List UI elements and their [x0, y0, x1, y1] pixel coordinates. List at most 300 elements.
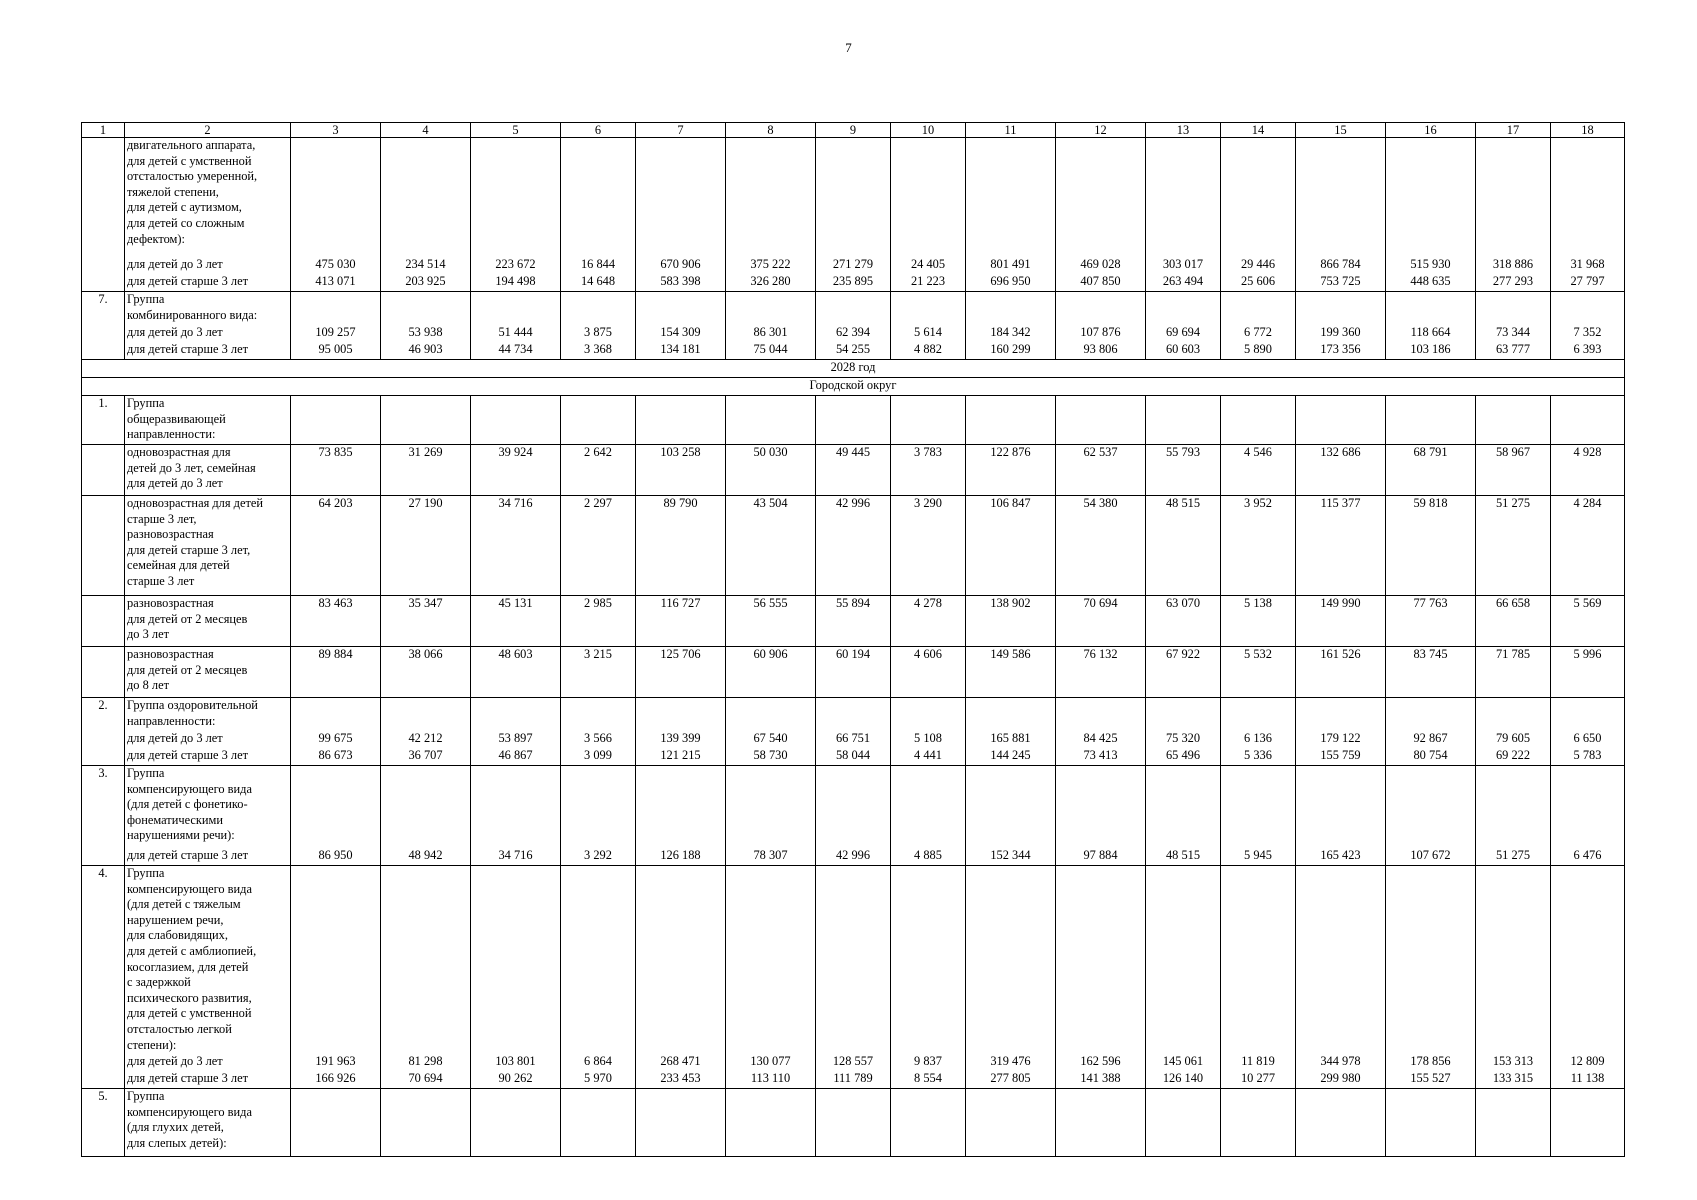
table-row — [82, 325, 1625, 342]
value-cell — [726, 766, 816, 849]
value-cell: 6 772 — [1221, 325, 1296, 342]
value-cell: 95 005 — [291, 342, 381, 360]
value-cell: 86 673 — [291, 748, 381, 766]
value-cell — [726, 1089, 816, 1157]
table-row — [82, 292, 1625, 326]
column-number: 3 — [291, 123, 381, 138]
value-cell: 64 203 — [291, 496, 381, 596]
value-cell: 43 504 — [726, 496, 816, 596]
value-cell — [561, 292, 636, 326]
value-cell: 11 819 — [1221, 1054, 1296, 1071]
value-cell: 27 797 — [1551, 274, 1625, 292]
value-cell — [1296, 138, 1386, 258]
group-name-cell: одновозрастная для детей старше 3 лет, разновозрастная для детей старше 3 лет, семейная для детей старше 3 лет — [125, 496, 291, 596]
value-cell: 79 605 — [1476, 731, 1551, 748]
value-cell: 14 648 — [561, 274, 636, 292]
value-cell: 319 476 — [966, 1054, 1056, 1071]
value-cell: 35 347 — [381, 596, 471, 647]
value-cell: 133 315 — [1476, 1071, 1551, 1089]
column-number: 18 — [1551, 123, 1625, 138]
row-number-cell — [82, 748, 125, 766]
value-cell: 21 223 — [891, 274, 966, 292]
value-cell: 3 875 — [561, 325, 636, 342]
section-header: 2028 год — [82, 360, 1625, 378]
value-cell — [636, 866, 726, 1055]
value-cell: 235 895 — [816, 274, 891, 292]
value-cell — [1221, 396, 1296, 445]
group-name-cell: Группа общеразвивающей направленности: — [125, 396, 291, 445]
value-cell: 191 963 — [291, 1054, 381, 1071]
row-number-cell — [82, 274, 125, 292]
value-cell: 5 945 — [1221, 848, 1296, 866]
value-cell — [816, 396, 891, 445]
value-cell — [636, 292, 726, 326]
group-name-cell: Группа оздоровительной направленности: — [125, 698, 291, 732]
table-row — [82, 396, 1625, 445]
value-cell — [471, 698, 561, 732]
value-cell: 132 686 — [1296, 445, 1386, 496]
value-cell: 469 028 — [1056, 257, 1146, 274]
table-row — [82, 748, 1625, 766]
value-cell: 11 138 — [1551, 1071, 1625, 1089]
value-cell: 6 136 — [1221, 731, 1296, 748]
value-cell — [1551, 766, 1625, 849]
value-cell: 12 809 — [1551, 1054, 1625, 1071]
value-cell: 6 864 — [561, 1054, 636, 1071]
value-cell — [1056, 1089, 1146, 1157]
column-number: 13 — [1146, 123, 1221, 138]
table-row — [82, 647, 1625, 698]
row-number-cell: 5. — [82, 1089, 125, 1157]
value-cell: 7 352 — [1551, 325, 1625, 342]
value-cell — [471, 766, 561, 849]
table-row — [82, 274, 1625, 292]
value-cell: 63 777 — [1476, 342, 1551, 360]
value-cell — [726, 698, 816, 732]
value-cell: 73 344 — [1476, 325, 1551, 342]
value-cell — [891, 866, 966, 1055]
value-cell: 5 783 — [1551, 748, 1625, 766]
value-cell — [471, 138, 561, 258]
section-header-row — [82, 378, 1625, 396]
value-cell: 48 942 — [381, 848, 471, 866]
value-cell: 4 546 — [1221, 445, 1296, 496]
value-cell: 134 181 — [636, 342, 726, 360]
table-row — [82, 698, 1625, 732]
column-number: 2 — [125, 123, 291, 138]
value-cell — [966, 1089, 1056, 1157]
value-cell: 66 658 — [1476, 596, 1551, 647]
group-name-cell: для детей старше 3 лет — [125, 748, 291, 766]
section-header-row — [82, 360, 1625, 378]
value-cell — [381, 698, 471, 732]
value-cell — [1551, 138, 1625, 258]
value-cell: 69 222 — [1476, 748, 1551, 766]
value-cell: 160 299 — [966, 342, 1056, 360]
value-cell — [381, 1089, 471, 1157]
table-row — [82, 257, 1625, 274]
value-cell — [1386, 138, 1476, 258]
value-cell: 5 108 — [891, 731, 966, 748]
value-cell: 670 906 — [636, 257, 726, 274]
table-row — [82, 866, 1625, 1055]
group-name-cell: для детей до 3 лет — [125, 325, 291, 342]
value-cell: 73 835 — [291, 445, 381, 496]
value-cell: 234 514 — [381, 257, 471, 274]
value-cell: 51 275 — [1476, 848, 1551, 866]
value-cell — [1146, 866, 1221, 1055]
value-cell — [471, 292, 561, 326]
value-cell — [636, 1089, 726, 1157]
value-cell: 55 894 — [816, 596, 891, 647]
value-cell: 162 596 — [1056, 1054, 1146, 1071]
value-cell: 38 066 — [381, 647, 471, 698]
value-cell: 263 494 — [1146, 274, 1221, 292]
value-cell: 199 360 — [1296, 325, 1386, 342]
value-cell — [1296, 698, 1386, 732]
value-cell — [1386, 766, 1476, 849]
value-cell: 84 425 — [1056, 731, 1146, 748]
value-cell: 67 540 — [726, 731, 816, 748]
value-cell — [816, 766, 891, 849]
value-cell: 53 897 — [471, 731, 561, 748]
value-cell: 44 734 — [471, 342, 561, 360]
value-cell: 54 255 — [816, 342, 891, 360]
table-row — [82, 766, 1625, 849]
value-cell: 149 586 — [966, 647, 1056, 698]
value-cell — [381, 866, 471, 1055]
row-number-cell: 1. — [82, 396, 125, 445]
value-cell — [471, 396, 561, 445]
value-cell: 4 885 — [891, 848, 966, 866]
value-cell: 753 725 — [1296, 274, 1386, 292]
row-number-cell — [82, 731, 125, 748]
value-cell: 78 307 — [726, 848, 816, 866]
value-cell: 153 313 — [1476, 1054, 1551, 1071]
table-row — [82, 445, 1625, 496]
table-row — [82, 731, 1625, 748]
value-cell — [1146, 138, 1221, 258]
value-cell: 106 847 — [966, 496, 1056, 596]
value-cell — [1386, 698, 1476, 732]
table-row — [82, 138, 1625, 258]
value-cell — [561, 396, 636, 445]
value-cell — [636, 396, 726, 445]
value-cell: 45 131 — [471, 596, 561, 647]
value-cell — [966, 396, 1056, 445]
value-cell: 55 793 — [1146, 445, 1221, 496]
value-cell: 42 996 — [816, 848, 891, 866]
value-cell: 66 751 — [816, 731, 891, 748]
value-cell: 4 606 — [891, 647, 966, 698]
value-cell: 109 257 — [291, 325, 381, 342]
value-cell — [561, 138, 636, 258]
column-number: 12 — [1056, 123, 1146, 138]
group-name-cell: для детей старше 3 лет — [125, 342, 291, 360]
value-cell — [471, 1089, 561, 1157]
value-cell: 48 515 — [1146, 496, 1221, 596]
value-cell: 16 844 — [561, 257, 636, 274]
table-row — [82, 1054, 1625, 1071]
value-cell: 5 890 — [1221, 342, 1296, 360]
value-cell: 130 077 — [726, 1054, 816, 1071]
value-cell: 81 298 — [381, 1054, 471, 1071]
value-cell: 58 044 — [816, 748, 891, 766]
value-cell: 116 727 — [636, 596, 726, 647]
value-cell — [816, 866, 891, 1055]
section-header: Городской округ — [82, 378, 1625, 396]
row-number-cell — [82, 1054, 125, 1071]
value-cell: 3 215 — [561, 647, 636, 698]
value-cell: 122 876 — [966, 445, 1056, 496]
page-number: 7 — [845, 40, 852, 55]
value-cell: 126 188 — [636, 848, 726, 866]
value-cell — [1056, 292, 1146, 326]
row-number-cell — [82, 496, 125, 596]
value-cell — [291, 396, 381, 445]
value-cell — [891, 292, 966, 326]
value-cell: 448 635 — [1386, 274, 1476, 292]
value-cell — [1296, 866, 1386, 1055]
column-number: 8 — [726, 123, 816, 138]
value-cell: 42 996 — [816, 496, 891, 596]
value-cell — [891, 138, 966, 258]
value-cell — [1386, 1089, 1476, 1157]
value-cell: 141 388 — [1056, 1071, 1146, 1089]
value-cell: 9 837 — [891, 1054, 966, 1071]
value-cell: 4 284 — [1551, 496, 1625, 596]
column-number: 9 — [816, 123, 891, 138]
value-cell — [291, 1089, 381, 1157]
group-name-cell: для детей старше 3 лет — [125, 848, 291, 866]
value-cell: 86 301 — [726, 325, 816, 342]
value-cell — [291, 292, 381, 326]
value-cell — [816, 698, 891, 732]
value-cell: 3 099 — [561, 748, 636, 766]
value-cell: 89 790 — [636, 496, 726, 596]
value-cell — [561, 698, 636, 732]
value-cell: 113 110 — [726, 1071, 816, 1089]
value-cell — [636, 698, 726, 732]
value-cell — [891, 698, 966, 732]
value-cell: 515 930 — [1386, 257, 1476, 274]
value-cell: 4 441 — [891, 748, 966, 766]
value-cell — [966, 866, 1056, 1055]
value-cell: 5 138 — [1221, 596, 1296, 647]
value-cell: 62 537 — [1056, 445, 1146, 496]
value-cell — [561, 766, 636, 849]
value-cell: 59 818 — [1386, 496, 1476, 596]
value-cell: 107 672 — [1386, 848, 1476, 866]
row-number-cell — [82, 325, 125, 342]
value-cell: 8 554 — [891, 1071, 966, 1089]
value-cell: 3 290 — [891, 496, 966, 596]
group-name-cell: двигательного аппарата, для детей с умственной отсталостью умеренной, тяжелой степени, для детей с аутизмом, для детей со сложным дефектом): — [125, 138, 291, 258]
row-number-cell — [82, 848, 125, 866]
value-cell — [1056, 698, 1146, 732]
value-cell: 118 664 — [1386, 325, 1476, 342]
value-cell: 49 445 — [816, 445, 891, 496]
table-row — [82, 496, 1625, 596]
value-cell — [1146, 766, 1221, 849]
value-cell — [1476, 766, 1551, 849]
value-cell — [1146, 698, 1221, 732]
value-cell: 115 377 — [1296, 496, 1386, 596]
value-cell — [1476, 138, 1551, 258]
value-cell — [1221, 1089, 1296, 1157]
value-cell: 48 515 — [1146, 848, 1221, 866]
value-cell: 29 446 — [1221, 257, 1296, 274]
value-cell: 223 672 — [471, 257, 561, 274]
value-cell — [966, 292, 1056, 326]
value-cell: 3 952 — [1221, 496, 1296, 596]
value-cell: 54 380 — [1056, 496, 1146, 596]
value-cell — [1296, 292, 1386, 326]
value-cell: 42 212 — [381, 731, 471, 748]
value-cell: 80 754 — [1386, 748, 1476, 766]
column-number: 10 — [891, 123, 966, 138]
value-cell — [1056, 766, 1146, 849]
value-cell: 152 344 — [966, 848, 1056, 866]
value-cell: 103 258 — [636, 445, 726, 496]
value-cell — [1551, 396, 1625, 445]
value-cell — [561, 866, 636, 1055]
value-cell: 89 884 — [291, 647, 381, 698]
group-name-cell: для детей до 3 лет — [125, 257, 291, 274]
group-name-cell: одновозрастная для детей до 3 лет, семейная для детей до 3 лет — [125, 445, 291, 496]
value-cell — [966, 138, 1056, 258]
value-cell: 65 496 — [1146, 748, 1221, 766]
value-cell: 4 928 — [1551, 445, 1625, 496]
value-cell: 3 566 — [561, 731, 636, 748]
column-number: 16 — [1386, 123, 1476, 138]
value-cell: 6 476 — [1551, 848, 1625, 866]
value-cell — [1146, 396, 1221, 445]
value-cell: 155 759 — [1296, 748, 1386, 766]
value-cell — [381, 138, 471, 258]
value-cell: 53 938 — [381, 325, 471, 342]
value-cell: 77 763 — [1386, 596, 1476, 647]
value-cell: 173 356 — [1296, 342, 1386, 360]
value-cell: 60 906 — [726, 647, 816, 698]
value-cell — [1476, 866, 1551, 1055]
value-cell: 51 275 — [1476, 496, 1551, 596]
column-number: 7 — [636, 123, 726, 138]
value-cell: 121 215 — [636, 748, 726, 766]
value-cell: 145 061 — [1146, 1054, 1221, 1071]
value-cell: 6 650 — [1551, 731, 1625, 748]
value-cell: 73 413 — [1056, 748, 1146, 766]
group-name-cell: разновозрастная для детей от 2 месяцев до 8 лет — [125, 647, 291, 698]
value-cell — [1551, 1089, 1625, 1157]
value-cell: 5 569 — [1551, 596, 1625, 647]
value-cell — [726, 396, 816, 445]
value-cell — [891, 396, 966, 445]
value-cell: 5 614 — [891, 325, 966, 342]
value-cell: 46 903 — [381, 342, 471, 360]
value-cell: 303 017 — [1146, 257, 1221, 274]
value-cell: 75 044 — [726, 342, 816, 360]
value-cell — [381, 292, 471, 326]
table-row — [82, 1071, 1625, 1089]
value-cell — [561, 1089, 636, 1157]
value-cell: 83 463 — [291, 596, 381, 647]
value-cell — [1296, 396, 1386, 445]
value-cell: 4 278 — [891, 596, 966, 647]
value-cell — [291, 766, 381, 849]
group-name-cell: для детей старше 3 лет — [125, 1071, 291, 1089]
value-cell: 48 603 — [471, 647, 561, 698]
row-number-cell — [82, 445, 125, 496]
value-cell: 39 924 — [471, 445, 561, 496]
value-cell: 161 526 — [1296, 647, 1386, 698]
value-cell: 10 277 — [1221, 1071, 1296, 1089]
value-cell — [1221, 766, 1296, 849]
value-cell: 866 784 — [1296, 257, 1386, 274]
value-cell: 111 789 — [816, 1071, 891, 1089]
value-cell: 62 394 — [816, 325, 891, 342]
value-cell: 5 532 — [1221, 647, 1296, 698]
column-number-row — [82, 123, 1625, 138]
value-cell: 93 806 — [1056, 342, 1146, 360]
value-cell: 318 886 — [1476, 257, 1551, 274]
value-cell: 375 222 — [726, 257, 816, 274]
value-cell: 31 968 — [1551, 257, 1625, 274]
value-cell — [1551, 292, 1625, 326]
value-cell — [1476, 1089, 1551, 1157]
value-cell: 5 996 — [1551, 647, 1625, 698]
value-cell: 103 186 — [1386, 342, 1476, 360]
value-cell: 4 882 — [891, 342, 966, 360]
value-cell — [1476, 396, 1551, 445]
value-cell: 413 071 — [291, 274, 381, 292]
value-cell: 154 309 — [636, 325, 726, 342]
value-cell — [1386, 292, 1476, 326]
value-cell — [291, 138, 381, 258]
table-row — [82, 848, 1625, 866]
group-name-cell: Группа компенсирующего вида (для детей с тяжелым нарушением речи, для слабовидящих, для детей с амблиопией, косоглазием, для детей с задержкой психического развития, для детей с умственной отсталостью легкой степени): — [125, 866, 291, 1055]
value-cell: 90 262 — [471, 1071, 561, 1089]
value-cell: 56 555 — [726, 596, 816, 647]
column-number: 17 — [1476, 123, 1551, 138]
value-cell — [966, 766, 1056, 849]
value-cell: 51 444 — [471, 325, 561, 342]
group-name-cell: Группа компенсирующего вида (для детей с фонетико- фонематическими нарушениями речи): — [125, 766, 291, 849]
column-number: 14 — [1221, 123, 1296, 138]
value-cell: 34 716 — [471, 848, 561, 866]
value-cell — [891, 1089, 966, 1157]
value-cell: 139 399 — [636, 731, 726, 748]
value-cell — [816, 138, 891, 258]
group-name-cell: для детей до 3 лет — [125, 731, 291, 748]
value-cell: 299 980 — [1296, 1071, 1386, 1089]
column-number: 4 — [381, 123, 471, 138]
value-cell: 2 297 — [561, 496, 636, 596]
budget-table — [81, 122, 1625, 1157]
value-cell: 583 398 — [636, 274, 726, 292]
group-name-cell: для детей старше 3 лет — [125, 274, 291, 292]
value-cell — [1296, 1089, 1386, 1157]
row-number-cell — [82, 1071, 125, 1089]
column-number: 5 — [471, 123, 561, 138]
value-cell: 178 856 — [1386, 1054, 1476, 1071]
value-cell: 801 491 — [966, 257, 1056, 274]
value-cell: 6 393 — [1551, 342, 1625, 360]
value-cell: 144 245 — [966, 748, 1056, 766]
value-cell — [381, 766, 471, 849]
column-number: 15 — [1296, 123, 1386, 138]
value-cell: 24 405 — [891, 257, 966, 274]
